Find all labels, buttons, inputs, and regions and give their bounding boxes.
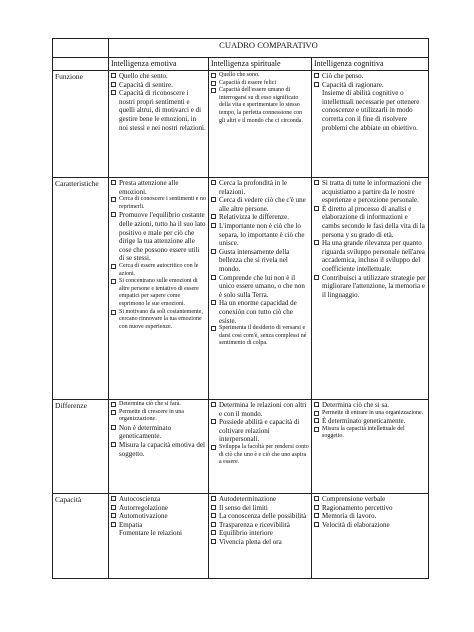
list-item-text: Empatia — [119, 520, 143, 529]
comparison-table — [52, 38, 429, 579]
list-item-text: Autorregolazione — [119, 503, 168, 512]
checkbox-bullet-icon — [314, 411, 319, 416]
list-item — [314, 495, 426, 504]
list-item — [211, 538, 309, 547]
checkbox-bullet-icon — [211, 249, 216, 254]
list-item-text: Si motivano da soli costantemente, cercano rinnovare la tua emozione con nuove esperienze. — [119, 308, 203, 330]
list-item-text: La conoscenza delle possibilità — [219, 512, 307, 521]
list-item — [211, 325, 309, 348]
checkbox-bullet-icon — [111, 82, 116, 87]
checkbox-bullet-icon — [211, 81, 216, 86]
checkbox-bullet-icon — [111, 442, 116, 447]
cell-capacita-emotional — [109, 494, 209, 579]
list-item-text: Si concentrano sulle emozioni di altre persone e tentativo di essere empatici per sapere come esprimono le sue emozioni. — [119, 278, 199, 307]
cell-funzione-cognitive — [312, 71, 429, 178]
cell-differenze-emotional — [109, 400, 209, 494]
checkbox-bullet-icon — [211, 275, 216, 280]
list-item — [111, 409, 206, 424]
checkbox-bullet-icon — [111, 505, 116, 510]
list-item-text: Determina ciò che si farà. — [119, 401, 181, 407]
list-item-text: Cerca di vedere ciò che c'è une alle altre persone. — [219, 196, 306, 213]
list-item — [314, 417, 426, 426]
column-header-emotional: Intelligenza emotiva — [109, 58, 209, 71]
checkbox-bullet-icon — [211, 419, 216, 424]
list-item — [111, 211, 206, 263]
cell-differenze-cognitive — [312, 400, 429, 494]
checkbox-bullet-icon — [314, 522, 319, 527]
list-item — [211, 504, 309, 513]
list-item — [211, 196, 309, 213]
list-item — [111, 504, 206, 513]
checkbox-bullet-icon — [314, 82, 319, 87]
checkbox-bullet-icon — [314, 206, 319, 211]
list-item-text: Comprende che lui non è il unico essere umano, o che non è solo sulla Terra. — [219, 273, 305, 299]
list-item-text: Autodeterminazione — [219, 495, 277, 503]
list-item — [211, 521, 309, 530]
list-item-text: Misura la capacità intellettuale del soggetto. — [322, 425, 405, 440]
list-item-text: Trasparenza e ricevibilità — [219, 520, 290, 529]
list-item-text: Ha un enorme capacidad de conexión con tutto ciò che esiste. — [219, 299, 297, 325]
list-item-text: Permette di entrare in una organizzazione. — [322, 409, 424, 416]
list-item — [314, 410, 426, 418]
list-item-text: L'importante non è ciò che lo separa, lo importante è ciò che unisce. — [219, 221, 305, 248]
list-item — [211, 512, 309, 521]
checkbox-bullet-icon — [314, 513, 319, 518]
cell-capacita-cognitive — [312, 494, 429, 579]
list-item — [111, 278, 206, 308]
checkbox-bullet-icon — [314, 418, 319, 423]
list-item — [314, 239, 426, 273]
list-item-text: Determina le relazioni con altri e con il mondo. — [219, 401, 307, 418]
list-item-text: Cerca la profondità in le relazioni. — [219, 179, 288, 196]
list-item — [111, 521, 206, 530]
list-item — [314, 89, 426, 132]
checkbox-bullet-icon — [211, 513, 216, 518]
list-item-text: Determina ciò che si sa. — [322, 401, 390, 409]
list-item — [111, 401, 206, 409]
list-item-text: Misura la capacità emotiva del soggetto. — [119, 440, 205, 458]
column-header-spiritual: Intelligenza spirituale — [209, 58, 312, 71]
checkbox-bullet-icon — [314, 505, 319, 510]
checkbox-bullet-icon — [211, 402, 216, 407]
list-item — [211, 87, 309, 125]
list-item-text: Ragionamento percettivo — [322, 503, 393, 512]
list-item — [314, 274, 426, 300]
checkbox-bullet-icon — [314, 402, 319, 407]
checkbox-bullet-icon — [211, 214, 216, 219]
list-item-text: Insieme di abilità cognitive o intellettuali necessarie per ottenere conoscenze e utilizzarli in modo corretta con il fine di risolvere problemi che abbiate un obiettivo. — [322, 89, 420, 132]
list-item — [211, 222, 309, 248]
checkbox-bullet-icon — [111, 180, 116, 185]
list-item — [211, 274, 309, 300]
list-item — [211, 444, 309, 467]
list-item — [314, 179, 426, 205]
checkbox-bullet-icon — [111, 264, 116, 269]
checkbox-bullet-icon — [111, 90, 116, 95]
list-item-text: Automotivazione — [119, 512, 168, 521]
list-item — [211, 401, 309, 418]
list-item-text: Sviluppa la facoltà per rendersi conto di ciò che uno è e ciò che uno aspira a essere. — [219, 443, 309, 466]
list-item-text: Autocoscienza — [119, 495, 161, 503]
checkbox-bullet-icon — [111, 496, 116, 501]
list-item — [314, 521, 426, 530]
checkbox-bullet-icon — [314, 496, 319, 501]
list-item — [111, 179, 206, 196]
checkbox-bullet-icon — [211, 197, 216, 202]
list-item — [211, 299, 309, 325]
list-item-text: Gusta intensamente della bellezza che si rivela nel mondo. — [219, 247, 290, 273]
checkbox-bullet-icon — [111, 73, 116, 78]
list-item-text: Comprensione verbale — [322, 495, 386, 503]
list-item-text: Quello che sento. — [119, 72, 168, 80]
list-item — [211, 72, 309, 80]
list-item-text: Capacità di riconoscere i nostri propri sentimenti e quelli altrui, di motivarci e di gestire bene le emozioni, in noi stessi e nei nostri relazioni. — [119, 89, 206, 132]
checkbox-bullet-icon — [314, 73, 319, 78]
list-item-text: Non è determinato geneticamente. — [119, 423, 172, 441]
list-item-text: Permette di crescere in una organizzazione. — [119, 408, 184, 423]
list-item — [314, 504, 426, 513]
list-item — [211, 529, 309, 538]
row-label-caratteristiche: Caratteristiche — [53, 178, 109, 400]
empty-header-cell — [53, 58, 109, 71]
checkbox-bullet-icon — [111, 212, 116, 217]
list-item-text: Memoria di lavoro. — [322, 512, 377, 521]
list-item-text: Capacità dell'essere umano di interrogarsi su di esso significato della vita e sperimentare lo stesso tempo, la perfetta connessione con gli altri e il mondo che ci circonda. — [219, 87, 303, 124]
list-item-text: Contribuisci a utilizzare strategie per migliorare l'attenzione, la memoria e il linguaggio. — [322, 273, 426, 299]
list-item — [211, 248, 309, 274]
list-item — [111, 89, 206, 132]
list-item — [211, 213, 309, 222]
cell-differenze-spiritual — [209, 400, 312, 494]
list-item-text: Quello che sono. — [219, 72, 260, 78]
checkbox-bullet-icon — [111, 410, 116, 415]
checkbox-bullet-icon — [211, 73, 216, 78]
checkbox-bullet-icon — [211, 300, 216, 305]
checkbox-bullet-icon — [314, 180, 319, 185]
list-item-text: Capacità di sentire. — [119, 80, 173, 89]
list-item — [111, 196, 206, 211]
list-item-text: Fomentare le relazioni — [119, 529, 182, 538]
list-item-text: Relativizza le differenze. — [219, 213, 290, 222]
list-item — [314, 401, 426, 410]
list-item-text: Capacità di ragionare. — [322, 80, 384, 89]
list-item-text: È diretto al processo di analisi e elaborazione di informazioni e cambs secondo le fasi della vita di la persona y su grado di età. — [322, 204, 425, 239]
list-item-text: Si tratta di tutte le informazioni che acquistiamo a partire da le nostre esperienze e percezione personale. — [322, 179, 422, 205]
checkbox-bullet-icon — [314, 240, 319, 245]
list-item-text: Il senso dei limiti — [219, 503, 268, 512]
list-item — [314, 205, 426, 239]
checkbox-bullet-icon — [211, 445, 216, 450]
list-item-text: Cerca di essere autocritico con le azioni. — [119, 262, 199, 277]
list-item — [314, 72, 426, 81]
list-item — [111, 529, 206, 538]
list-item — [211, 495, 309, 504]
row-label-funzione: Funzione — [53, 71, 109, 178]
checkbox-bullet-icon — [211, 505, 216, 510]
list-item — [111, 424, 206, 441]
checkbox-bullet-icon — [111, 197, 116, 202]
cell-caratteristiche-spiritual — [209, 178, 312, 400]
checkbox-bullet-icon — [111, 425, 116, 430]
list-item — [111, 72, 206, 81]
checkbox-bullet-icon — [314, 427, 319, 432]
list-item-text: Velocità di elaborazione — [322, 520, 390, 529]
checkbox-bullet-icon — [211, 539, 216, 544]
checkbox-bullet-icon — [111, 513, 116, 518]
checkbox-bullet-icon — [111, 279, 116, 284]
list-item-text: Sperimenta il desiderio di versarsi e darsi così com'è, senza complessi né sentimento di colpa. — [219, 325, 307, 347]
list-item — [314, 426, 426, 441]
list-item-text: Ciò che penso. — [322, 72, 364, 80]
checkbox-bullet-icon — [111, 310, 116, 315]
list-item-text: Equilibrio interiore — [219, 529, 273, 538]
list-item-text: Cerca di conoscere i sentimenti e no reprimerli. — [119, 196, 206, 210]
cell-funzione-emotional — [109, 71, 209, 178]
list-item-text: Ha una grande rilevanza per quanto riguarda sviluppo personale nell'area accademica, incluso il sviluppo del coefficiente intellettuale. — [322, 239, 425, 273]
column-header-cognitive: Intelligenza cognitiva — [312, 58, 429, 71]
checkbox-bullet-icon — [211, 326, 216, 331]
checkbox-bullet-icon — [211, 530, 216, 535]
table-title: CUADRO COMPARATIVO — [109, 39, 429, 58]
list-item — [211, 418, 309, 444]
list-item-text: Vivencia plena del ora — [219, 537, 282, 546]
cell-capacita-spiritual — [209, 494, 312, 579]
list-item — [314, 81, 426, 90]
cell-funzione-spiritual — [209, 71, 312, 178]
list-item — [314, 512, 426, 521]
checkbox-bullet-icon — [111, 522, 116, 527]
list-item-text: È determinato geneticamente. — [322, 417, 406, 426]
checkbox-bullet-icon — [314, 275, 319, 280]
list-item — [111, 441, 206, 458]
list-item-text: Presta attenzione alle emozioni. — [119, 179, 179, 196]
checkbox-bullet-icon — [211, 223, 216, 228]
checkbox-bullet-icon — [211, 522, 216, 527]
row-label-differenze: Differenze — [53, 400, 109, 494]
row-label-capacita: Capacità — [53, 494, 109, 579]
list-item — [111, 263, 206, 278]
checkbox-bullet-icon — [111, 402, 116, 407]
checkbox-bullet-icon — [211, 88, 216, 93]
list-item — [111, 512, 206, 521]
list-item — [211, 179, 309, 196]
cell-caratteristiche-emotional — [109, 178, 209, 400]
list-item-text: Capacità di essere felici — [219, 79, 277, 86]
cell-caratteristiche-cognitive — [312, 178, 429, 400]
list-item-text: Possiede abilità e capacità di coltivare relazioni interpersonali. — [219, 418, 300, 444]
list-item — [111, 309, 206, 332]
list-item — [111, 495, 206, 504]
list-item-text: Promuove l'equilibrio costante delle azioni, tutto ha il suo lato positivo e male per ciò che dirige la tua attenzione alle cose che possono essere utili di se stessi. — [119, 211, 206, 263]
list-item — [211, 80, 309, 88]
checkbox-bullet-icon — [211, 496, 216, 501]
list-item — [111, 81, 206, 90]
checkbox-bullet-icon — [211, 180, 216, 185]
